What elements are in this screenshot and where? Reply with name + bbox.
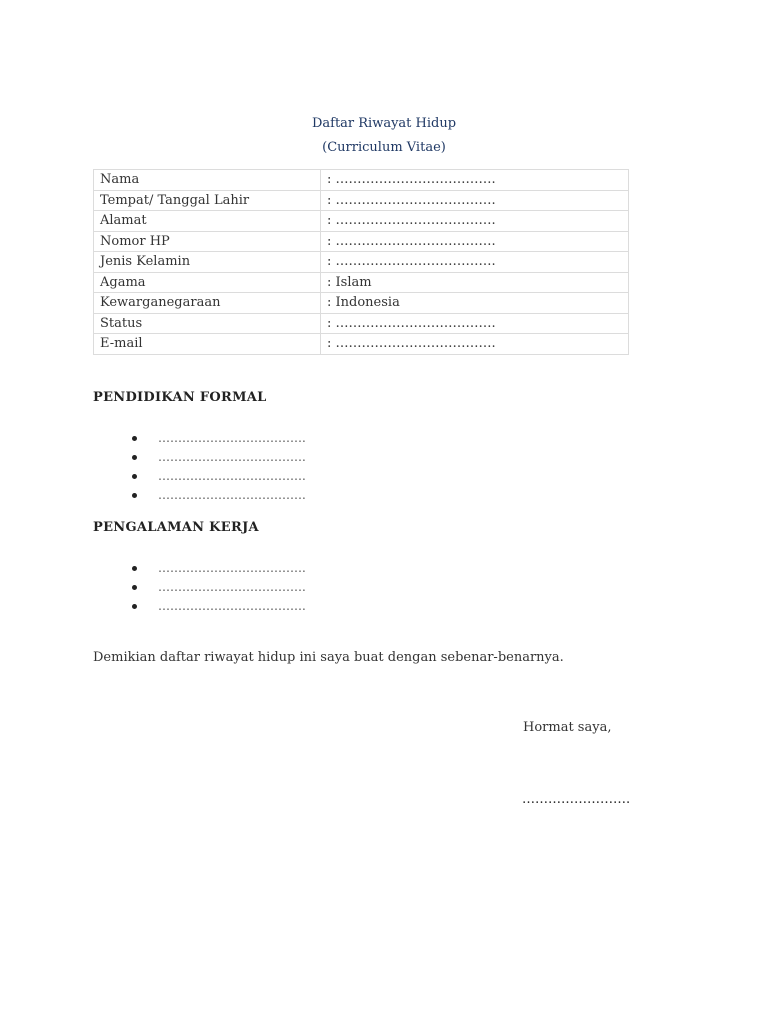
table-row (94, 252, 629, 273)
bullet-icon (132, 566, 137, 571)
bullet-icon (132, 436, 137, 441)
document-title: Daftar Riwayat Hidup (311, 116, 457, 131)
list-item-text: ………………………………. (158, 469, 306, 483)
document-subtitle: (Curriculum Vitae) (322, 140, 446, 155)
biodata-value: : ………………………………. (321, 190, 629, 211)
list-item (130, 597, 306, 616)
biodata-label: Nama (94, 170, 321, 191)
bullet-icon (132, 493, 137, 498)
bullet-icon (132, 604, 137, 609)
table-row (94, 334, 629, 355)
list-item (130, 448, 306, 467)
signature-line: ……………………. (522, 792, 631, 807)
table-row (94, 170, 629, 191)
table-row (94, 272, 629, 293)
list-item-text: ………………………………. (158, 561, 306, 575)
list-item-text: ………………………………. (158, 488, 306, 502)
table-row (94, 293, 629, 314)
biodata-value: : ………………………………. (321, 334, 629, 355)
biodata-label: Jenis Kelamin (94, 252, 321, 273)
list-item-text: ………………………………. (158, 450, 306, 464)
bullet-icon (132, 474, 137, 479)
biodata-label: Kewarganegaraan (94, 293, 321, 314)
closing-statement: Demikian daftar riwayat hidup ini saya buat dengan sebenar-benarnya. (93, 650, 564, 665)
biodata-label: E-mail (94, 334, 321, 355)
table-row (94, 313, 629, 334)
bullet-icon (132, 455, 137, 460)
bullet-icon (132, 585, 137, 590)
biodata-value: : ………………………………. (321, 252, 629, 273)
biodata-label: Alamat (94, 211, 321, 232)
biodata-label: Agama (94, 272, 321, 293)
biodata-label: Status (94, 313, 321, 334)
closing-salutation: Hormat saya, (523, 720, 612, 735)
list-item-text: ………………………………. (158, 580, 306, 594)
list-item-text: ………………………………. (158, 599, 306, 613)
biodata-table (93, 169, 629, 355)
education-list (130, 429, 306, 505)
table-row (94, 190, 629, 211)
list-item (130, 486, 306, 505)
list-item (130, 559, 306, 578)
biodata-value: : ………………………………. (321, 231, 629, 252)
list-item (130, 429, 306, 448)
biodata-label: Nomor HP (94, 231, 321, 252)
biodata-value: : ………………………………. (321, 313, 629, 334)
biodata-value: : ………………………………. (321, 211, 629, 232)
list-item-text: ………………………………. (158, 431, 306, 445)
biodata-value: : Islam (321, 272, 629, 293)
list-item (130, 578, 306, 597)
experience-list (130, 559, 306, 616)
biodata-label: Tempat/ Tanggal Lahir (94, 190, 321, 211)
experience-heading: PENGALAMAN KERJA (93, 520, 259, 535)
biodata-value: : Indonesia (321, 293, 629, 314)
list-item (130, 467, 306, 486)
education-heading: PENDIDIKAN FORMAL (93, 390, 267, 405)
table-row (94, 211, 629, 232)
table-row (94, 231, 629, 252)
biodata-value: : ………………………………. (321, 170, 629, 191)
